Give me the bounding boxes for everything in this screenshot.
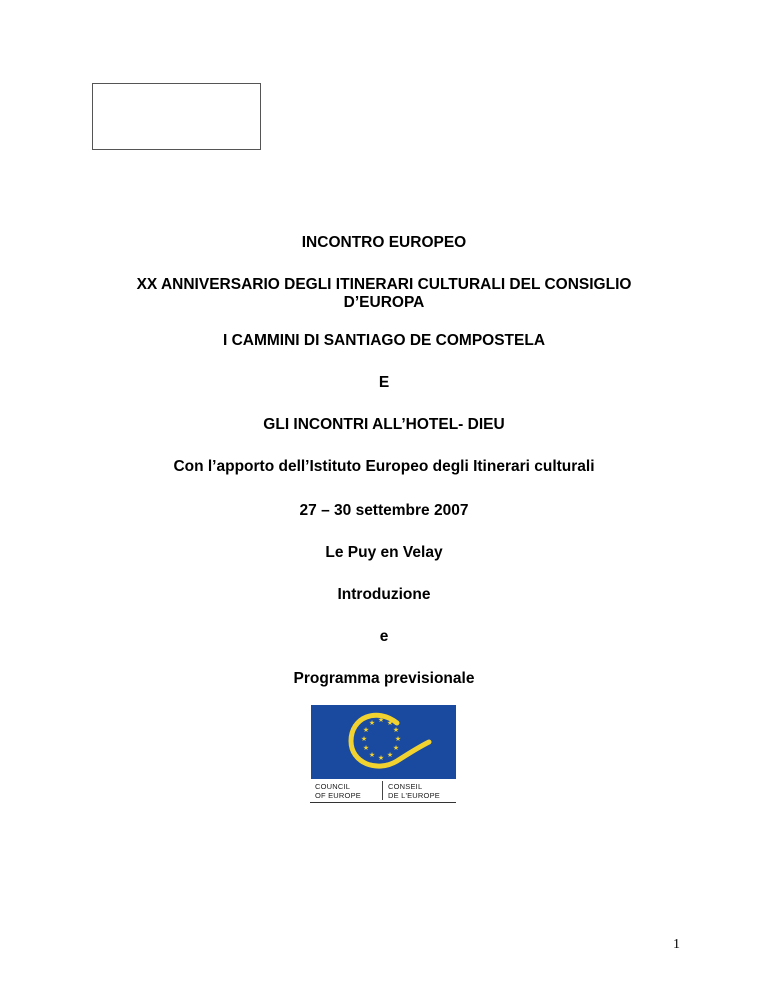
svg-text:★: ★ xyxy=(368,719,376,727)
svg-text:★: ★ xyxy=(394,735,402,743)
logo-en-line1: COUNCIL xyxy=(315,782,351,791)
section-conjunction: e xyxy=(379,628,389,645)
heading-conjunction: E xyxy=(378,374,390,391)
svg-text:★: ★ xyxy=(386,751,394,759)
section-introduzione: Introduzione xyxy=(337,586,431,603)
svg-text:★: ★ xyxy=(377,716,385,724)
logo-en-line2: OF EUROPE xyxy=(315,791,361,800)
event-dates: 27 – 30 settembre 2007 xyxy=(299,502,469,519)
council-of-europe-logo xyxy=(308,705,458,804)
heading-anniversario-line2: D’EUROPA xyxy=(343,294,425,311)
svg-text:★: ★ xyxy=(360,735,368,743)
svg-text:★: ★ xyxy=(362,744,370,752)
heading-anniversario-line1: XX ANNIVERSARIO DEGLI ITINERARI CULTURALI DEL CONSIGLIO xyxy=(136,276,632,293)
heading-incontri: GLI INCONTRI ALL’HOTEL- DIEU xyxy=(263,416,505,433)
heading-incontro: INCONTRO EUROPEO xyxy=(301,234,467,251)
svg-text:★: ★ xyxy=(392,726,400,734)
empty-frame xyxy=(92,83,261,150)
subheading-istituto: Con l’apporto dell’Istituto Europeo degli Itinerari culturali xyxy=(173,458,595,475)
event-place: Le Puy en Velay xyxy=(325,544,443,561)
logo-text-english xyxy=(315,782,361,800)
svg-text:★: ★ xyxy=(386,719,394,727)
logo-fr-line2: DE L'EUROPE xyxy=(388,791,440,800)
page-number: 1 xyxy=(673,937,680,952)
logo-emblem-icon xyxy=(311,705,456,779)
svg-text:★: ★ xyxy=(377,754,385,762)
logo-flag xyxy=(311,705,456,779)
heading-cammini: I CAMMINI DI SANTIAGO DE COMPOSTELA xyxy=(222,332,546,349)
section-programma: Programma previsionale xyxy=(293,670,475,687)
logo-text-french xyxy=(388,782,440,800)
logo-divider xyxy=(382,781,383,800)
logo-underline xyxy=(310,802,456,803)
svg-text:★: ★ xyxy=(368,751,376,759)
svg-text:★: ★ xyxy=(362,726,370,734)
svg-text:★: ★ xyxy=(392,744,400,752)
logo-fr-line1: CONSEIL xyxy=(388,782,423,791)
